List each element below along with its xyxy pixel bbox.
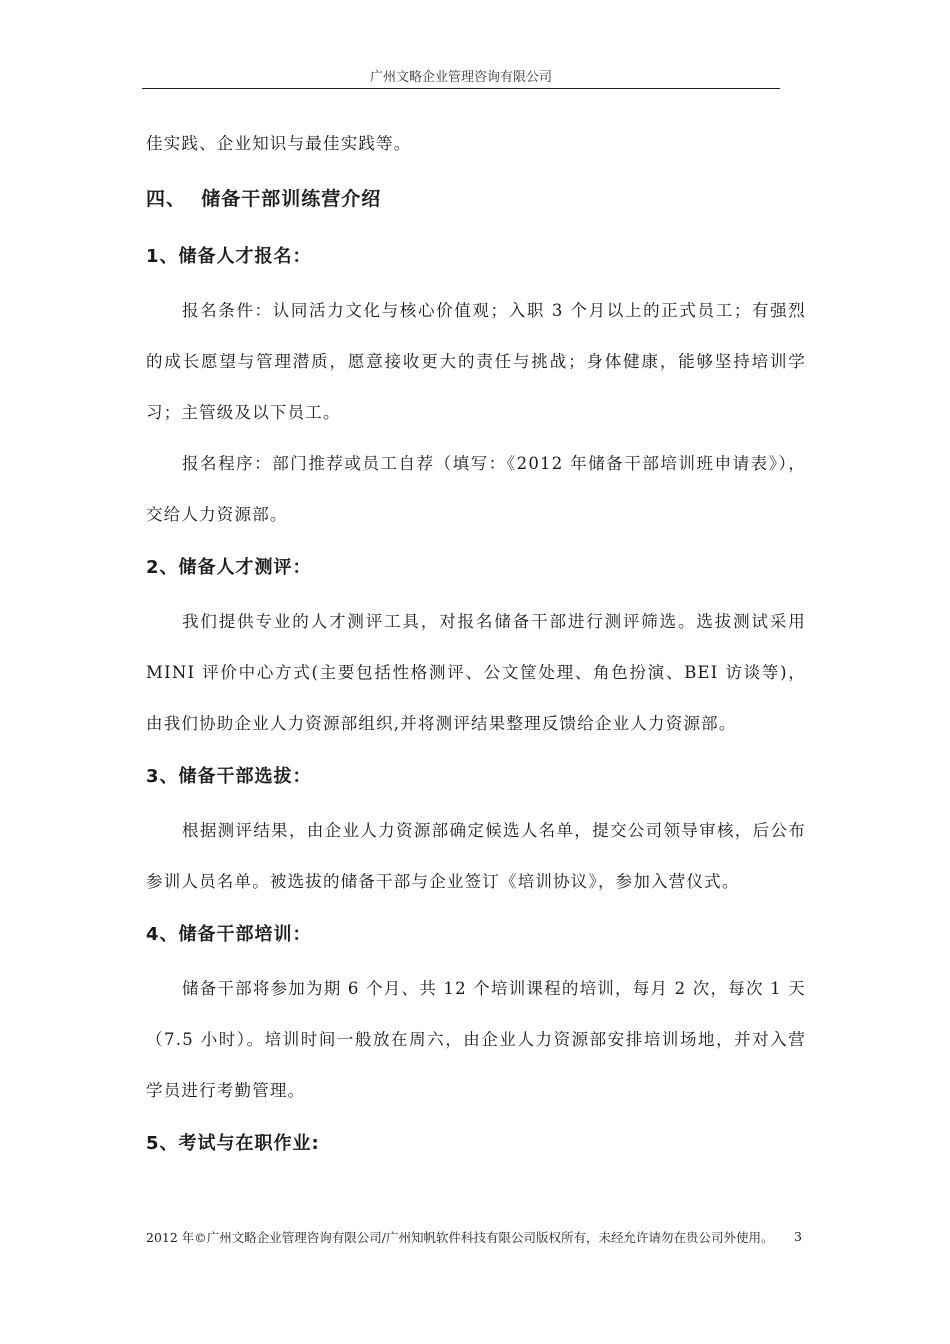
subsection-1-paragraph-1: 报名条件：认同活力文化与核心价值观；入职 3 个月以上的正式员工；有强烈的成长愿望与管理潜质，愿意接收更大的责任与挑战；身体健康，能够坚持培训学习；主管级及以下员工。 [146, 301, 806, 422]
subsection-1-paragraph-2: 报名程序：部门推荐或员工自荐（填写：《2012 年储备干部培训班申请表》），交给人力资源部。 [146, 454, 806, 524]
page-body [146, 118, 806, 1172]
subsection-3-heading: 3、储备干部选拔： [146, 766, 312, 787]
page-footer: 2012 年©广州文略企业管理咨询有限公司/广州知帆软件科技有限公司版权所有，未经允许请勿在贵公司外使用。 [146, 1230, 774, 1245]
intro-tail-paragraph: 佳实践、企业知识与最佳实践等。 [146, 134, 412, 153]
header-rule [142, 88, 780, 89]
subsection-2-paragraph-1: 我们提供专业的人才测评工具，对报名储备干部进行测评筛选。选拔测试采用 MINI 评价中心方式(主要包括性格测评、公文筐处理、角色扮演、BEI 访谈等)，由我们协助企业人力资源部组织,并将测评结果整理反馈给企业人力资源部。 [146, 612, 806, 733]
page-header: 广州文略企业管理咨询有限公司 [369, 70, 552, 85]
subsection-3-paragraph-1: 根据测评结果，由企业人力资源部确定候选人名单，提交公司领导审核，后公布参训人员名单。被选拔的储备干部与企业签订《培训协议》，参加入营仪式。 [146, 821, 806, 891]
page-number: 3 [794, 1229, 802, 1244]
subsection-5-heading: 5、考试与在职作业: [146, 1133, 320, 1154]
subsection-4-heading: 4、储备干部培训： [146, 924, 312, 945]
section-heading: 四、 储备干部训练营介绍 [146, 188, 382, 210]
subsection-4-paragraph-1: 储备干部将参加为期 6 个月、共 12 个培训课程的培训，每月 2 次，每次 1 天（7.5 小时）。培训时间一般放在周六，由企业人力资源部安排培训场地，并对入营学员进行考勤管理。 [146, 979, 806, 1100]
subsection-2-heading: 2、储备人才测评： [146, 557, 312, 578]
subsection-1-heading: 1、储备人才报名： [146, 246, 312, 267]
